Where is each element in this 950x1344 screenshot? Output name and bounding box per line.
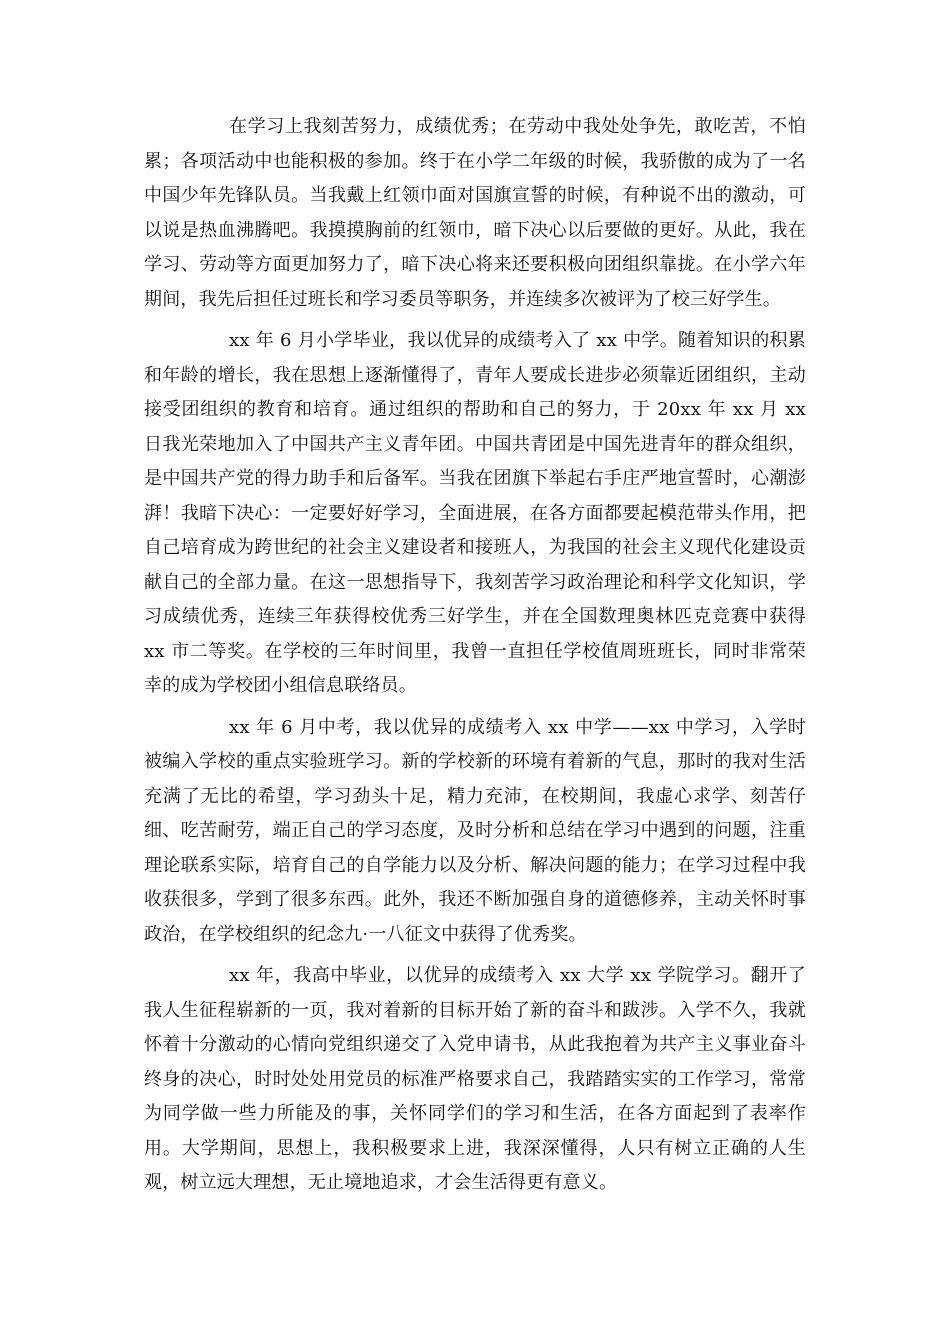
paragraph-primary-school: 在学习上我刻苦努力，成绩优秀；在劳动中我处处争先，敢吃苦，不怕累；各项活动中也能积极的参加。终于在小学二年级的时候，我骄傲的成为了一名中国少年先锋队员。当我戴上红领巾面对国旗宣誓的时候，有种说不出的激动，可以说是热血沸腾吧。我摸摸胸前的红领巾，暗下决心以后要做的更好。从此，我在学习、劳动等方面更加努力了，暗下决心将来还要积极向团组织靠拢。在小学六年期间，我先后担任过班长和学习委员等职务，并连续多次被评为了校三好学生。 — [144, 116, 806, 310]
paragraph-middle-school: xx 年 6 月小学毕业，我以优异的成绩考入了 xx 中学。随着知识的积累和年龄的增长，我在思想上逐渐懂得了，青年人要成长进步必须靠近团组织，主动接受团组织的教育和培育。通过组织的帮助和自己的努力，于 20xx 年 xx 月 xx 日我光荣地加入了中国共产主义青年团。中国共青团是中国先进青年的群众组织，是中国共产党的得力助手和后备军。当我在团旗下举起右手庄严地宣誓时，心潮澎湃！我暗下决心：一定要好好学习，全面进展，在各方面都要起模范带头作用，把自己培育成为跨世纪的社会主义建设者和接班人，为我国的社会主义现代化建设贡献自己的全部力量。在这一思想指导下，我刻苦学习政治理论和科学文化知识，学习成绩优秀，连续三年获得校优秀三好学生，并在全国数理奥林匹克竞赛中获得 xx 市二等奖。在学校的三年时间里，我曾一直担任学校值周班班长，同时非常荣幸的成为学校团小组信息联络员。 — [144, 330, 806, 696]
document-body — [144, 110, 806, 1208]
paragraph-high-school: xx 年 6 月中考，我以优异的成绩考入 xx 中学——xx 中学习，入学时被编入学校的重点实验班学习。新的学校新的环境有着新的气息，那时的我对生活充满了无比的希望，学习劲头十足，精力充沛，在校期间，我虚心求学、刻苦仔细、吃苦耐劳，端正自己的学习态度，及时分析和总结在学习中遇到的问题，注重理论联系实际，培育自己的自学能力以及分析、解决问题的能力；在学习过程中我收获很多，学到了很多东西。此外，我还不断加强自身的道德修养，主动关怀时事政治，在学校组织的纪念九·一八征文中获得了优秀奖。 — [144, 716, 806, 945]
paragraph-university: xx 年，我高中毕业，以优异的成绩考入 xx 大学 xx 学院学习。翻开了我人生征程崭新的一页，我对着新的目标开始了新的奋斗和跋涉。入学不久，我就怀着十分激动的心情向党组织递交了入党申请书，从此我抱着为共产主义事业奋斗终身的决心，时时处处用党员的标准严格要求自己，我踏踏实实的工作学习，常常为同学做一些力所能及的事，关怀同学们的学习和生活，在各方面起到了表率作用。大学期间，思想上，我积极要求上进，我深深懂得，人只有树立正确的人生观，树立远大理想，无止境地追求，才会生活得更有意义。 — [144, 965, 806, 1193]
